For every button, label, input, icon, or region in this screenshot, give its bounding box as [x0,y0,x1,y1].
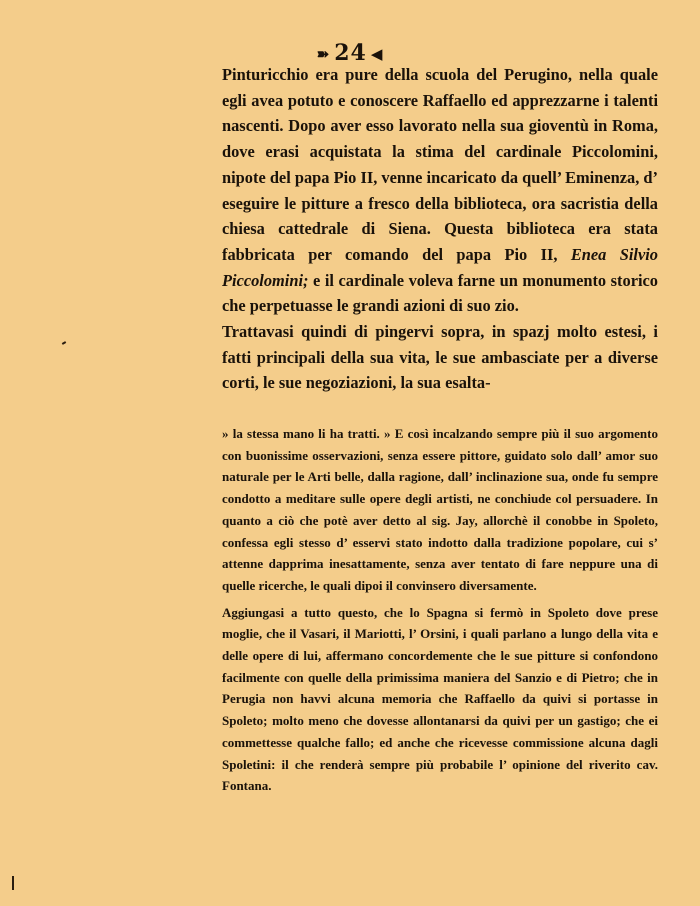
margin-mark [12,876,14,890]
left-ornament-icon: ➽ [316,45,331,63]
margin-dot [62,341,66,345]
right-ornament-icon: ◀ [370,45,384,63]
page-number: 24 [334,40,367,66]
main-paragraph-2: Trattavasi quindi di pingervi sopra, in spazj molto estesi, i fatti principali della sua vita, le sue ambasciate per a diverse corti, le sue negoziazioni, la sua esalta- [222,322,658,393]
main-paragraph-1 [222,62,658,319]
italic-name: Enea Silvio Piccolomini; [222,244,658,290]
footnote-paragraph-1: » la stessa mano li ha tratti. » E così incalzando sempre più il suo argomento con buonissime osservazioni, senza essere pittore, guidato solo dall’ amor suo naturale per le Arti belle, dalla ragione, dall’ inclinazione sua, onde fu sempre condotto a meditare sulle opere degli artisti, ne conchiude col persuadere. In quanto a ciò che potè aver detto al sig. Jay, allorchè il conobbe in Spoleto, confessa egli stesso d’ esservi stato indotto dalla tradizione popolare, cui s’ attenne dapprima inesattamente, senza aver tentato di fare neppure una di quelle ricerche, le quali dipoi il convinsero diversamente. [222,426,658,593]
footnote-paragraph-2: Aggiungasi a tutto questo, che lo Spagna si fermò in Spoleto dove prese moglie, che il Vasari, il Mariotti, l’ Orsini, i quali parlano a lungo della vita e delle opere di lui, affermano concordemente che le sue pitture si confondono facilmente con quelle della primissima maniera del Sanzio e di Pietro; che in Perugia non havvi alcuna memoria che Raffaello da quivi si portasse in Spoleto; molto meno che dovesse allontanarsi da quivi per un gastigo; che ei commettesse qualche fallo; ed anche che ricevesse commissione alcuna dagli Spoletini: il che renderà sempre più probabile l’ opinione del riverito cav. Fontana. [222,604,658,794]
main-paragraph-1-part-c: e il cardinale voleva farne un monumento storico che perpetuasse le grandi azioni di suo zio. [222,270,658,316]
main-paragraph-1-part-a: Pinturicchio era pure della scuola del Perugino, nella quale egli avea potuto e conoscere Raffaello ed apprezzarne i talenti nascenti. Dopo aver esso lavorato nella sua gioventù in Roma, dove erasi acquistata la stima del cardinale Piccolomini, nipote del papa Pio II, venne incaricato da quell’ Eminenza, d’ eseguire le pitture a fresco della biblioteca, ora sacristia della chiesa cattedrale di Siena. Questa biblioteca era stata fabbricata per comando del papa Pio II, [222,65,658,264]
footnote [222,423,658,797]
main-text [222,62,658,396]
